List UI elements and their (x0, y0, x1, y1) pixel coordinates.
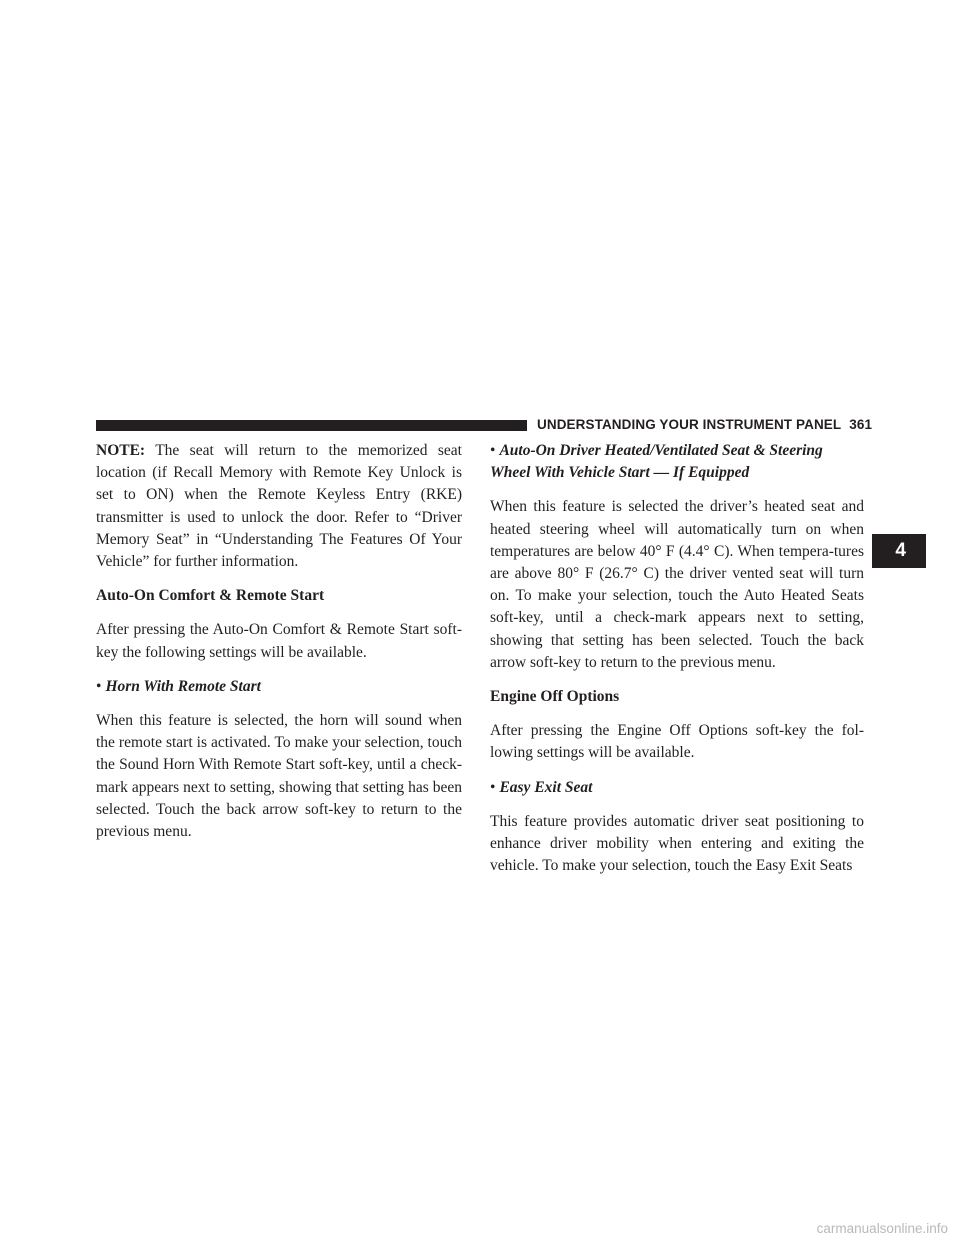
section-heading-auto-on-comfort: Auto-On Comfort & Remote Start (96, 587, 325, 605)
running-header (537, 417, 873, 435)
watermark: carmanualsonline.info (816, 1221, 948, 1236)
body-paragraph-easy-exit: This feature provides automatic driver seat positioning to enhance driver mobility when entering and exiting the vehicle. To make your selection, touch the Easy Exit Seats (490, 812, 864, 875)
bullet-horn-with-remote-start (96, 676, 462, 698)
body-paragraph: When this feature is selected, the horn will sound when the remote start is activated. To make your selection, touch the Sound Horn With Remote Start soft-key, until a check-mark appears next to setting, showing that setting has been selected. Touch the back arrow soft-key to return to the previous menu. (96, 712, 462, 841)
intro-paragraph: After pressing the Auto-On Comfort & Remote Start soft-key the following settings will be available. (96, 621, 462, 661)
page-number: 361 (849, 417, 873, 432)
note-text: The seat will return to the memorized seat location (if Recall Memory with Remote Key Unlock is set to ON) when the Remote Keyless Entry (RKE) transmitter is used to unlock the door. Refer to “Driver Memory Seat” in “Understanding The Features Of Your Vehicle” for further information. (96, 442, 462, 571)
note-paragraph (96, 440, 462, 573)
bullet-text: Horn With Remote Start (105, 677, 261, 695)
intro-paragraph-engine-off: After pressing the Engine Off Options soft-key the fol-lowing settings will be available. (490, 722, 864, 762)
bullet-dot: • (490, 442, 496, 459)
header-rule-bar (96, 420, 527, 431)
bullet-dot: • (490, 778, 496, 796)
bullet-text-line2: Wheel With Vehicle Start — If Equipped (490, 464, 750, 482)
bullet-easy-exit-seat (490, 777, 864, 799)
left-column (96, 440, 462, 855)
section-title: UNDERSTANDING YOUR INSTRUMENT PANEL (537, 417, 842, 432)
bullet-auto-on-driver-heated-seat (490, 440, 864, 484)
bullet-text: Easy Exit Seat (499, 778, 593, 796)
body-paragraph-heated-seat: When this feature is selected the driver’s heated seat and heated steering wheel will automatically turn on when temperatures are below 40° F (4.4° C). When tempera-tures are above 80° F (26.7° C) the driver vented seat will turn on. To make your selection, touch the Auto Heated Seats soft-key, until a check-mark appears next to setting, showing that setting has been selected. Touch the back arrow soft-key to return to the previous menu. (490, 498, 864, 671)
note-label: NOTE: (96, 442, 146, 459)
section-heading-engine-off-options: Engine Off Options (490, 688, 620, 706)
bullet-dot: • (96, 677, 102, 695)
bullet-text-line1: Auto-On Driver Heated/Ventilated Seat & Steering (499, 442, 823, 459)
chapter-tab: 4 (872, 534, 926, 568)
right-column (490, 440, 864, 889)
